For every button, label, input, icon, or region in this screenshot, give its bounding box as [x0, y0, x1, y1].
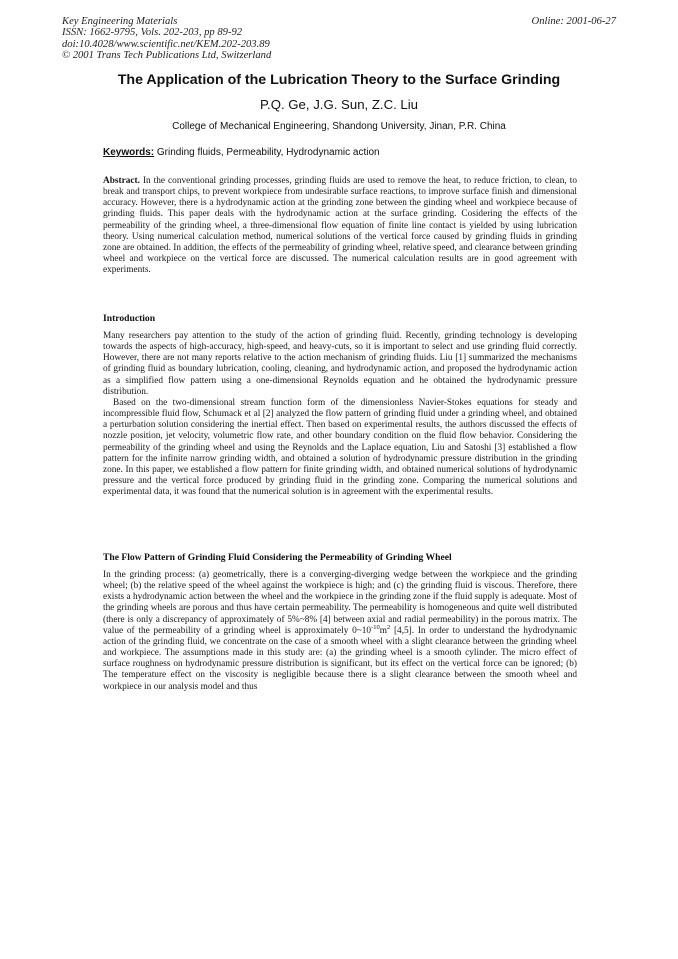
section-flow-pattern-heading: The Flow Pattern of Grinding Fluid Considering the Permeability of Grinding Wheel — [103, 552, 452, 563]
introduction-body — [103, 331, 577, 498]
copyright-line: © 2001 Trans Tech Publications Ltd, Switzerland — [62, 50, 272, 62]
keywords-text: Grinding fluids, Permeability, Hydrodynamic action — [156, 147, 380, 158]
affiliation: College of Mechanical Engineering, Shandong University, Jinan, P.R. China — [172, 121, 506, 132]
flow-pattern-unit: m — [379, 625, 387, 636]
introduction-paragraph-1: Many researchers pay attention to the study of the action of grinding fluid. Recently, grinding technology is developing towards the aspects of high-accuracy, high-speed, and heavy-cuts, so it is important to select and use grinding fluid correctly. However, there are not many reports relative to the action mechanism of grinding fluids. Liu [1] summarized the mechanisms of grinding fluid as boundary lubrication, cooling, cleaning, and hydrodynamic action, and proposed the hydrodynamic action as a simplified flow pattern using a one-dimensional Reynolds equation and he obtained the hydrodynamic pressure distribution. — [103, 331, 577, 397]
doi-line[interactable]: doi:10.4028/www.scientific.net/KEM.202-203.89 — [62, 38, 270, 50]
paper-title: The Application of the Lubrication Theory to the Surface Grinding — [117, 72, 561, 88]
abstract-block — [103, 176, 577, 276]
issn-line: ISSN: 1662-9795, Vols. 202-203, pp 89-92 — [62, 27, 243, 39]
journal-name: Key Engineering Materials — [62, 16, 178, 27]
citation-header — [62, 16, 442, 62]
keywords-line — [103, 147, 583, 159]
introduction-paragraph-2: Based on the two-dimensional stream function form of the dimensionless Navier-Stokes equations for steady and incompressible fluid flow, Schumack et al [2] analyzed the flow pattern of grinding fluid under a grinding wheel, and obtained a perturbation solution considering the inertial effect. Then based on experimental results, the authors discussed the effects of nozzle position, jet velocity, volumetric flow rate, and other boundary condition on the fluid flow behavior. Considering the permeability of the grinding wheel and using the Reynolds and the Laplace equation, Liu and Satoshi [3] established a flow pattern for the infinite narrow grinding width, and obtained a solution of hydrodynamic pressure distribution in the grinding zone. In this paper, we established a flow pattern for finite grinding width, and obtained numerical solutions of hydrodynamic pressure and the vertical force produced by grinding fluid in the grinding zone. Comparing the numerical solutions and experimental data, it was found that the numerical solution is in agreement with the experimental results. — [103, 397, 577, 498]
keywords-label: Keywords: — [103, 147, 155, 158]
flow-pattern-text-a: In the grinding process: (a) geometrically, there is a converging-diverging wedge between the workpiece and the grinding wheel; (b) the relative speed of the wheel against the workpiece is high; and (c) the grinding fluid is viscous. Therefore, there exists a hydrodynamic action between the wheel and the workpiece in the grinding zone if the fluid supply is adequate. Most of the grinding wheels are porous and thus have certain permeability. The permeability is homogeneous and quite well distributed (there is only a discrepancy of approximately of 5%~8% [4] between axial and radial permeability) in the porous matrix. The value of the permeability of a grinding wheel is approximately 0~10 — [103, 570, 578, 636]
introduction-heading: Introduction — [103, 313, 156, 324]
author-list: P.Q. Ge, J.G. Sun, Z.C. Liu — [259, 97, 419, 112]
abstract-text: In the conventional grinding processes, grinding fluids are used to remove the heat, to reduce friction, to clean, to break and transport chips, to prevent workpiece from undesirable surface reactions, to improve surface finish and dimensional accuracy. However, there is a hydrodynamic action at the grinding zone between the ginding wheel and workpiece because of grinding fluids. This paper deals with the hydrodynamic action at the surface grinding. Cosidering the effects of the permeability of the grinding wheel, a three-dimensional flow equation of finite line contact is yielded by using lubrication theory. Using numerical calculation method, numerical solutions of the vertical force caused by grinding fluids in grinding zone are obtained. In addition, the effects of the permeability of grinding wheel, relative speed, and clearance between grinding wheel and workpiece on the vertical force are discussed. The numerical calculation results are in good agreement with experiments. — [103, 176, 577, 276]
section-flow-pattern-body — [103, 570, 577, 693]
exponent-2: 2 — [386, 623, 391, 631]
flow-pattern-text-b: [4,5]. In order to understand the hydrodynamic action of the grinding fluid, we concentrate on the case of a smooth wheel with a slight clearance between the grinding wheel and workpiece. The assumptions made in this study are: (a) the grinding wheel is a smooth cylinder. The micro effect of surface roughness on hydrodynamic pressure distribution is significant, but its effect on the vertical force can be ignored; (b) The temperature effect on the viscosity is negligible because there is a slight clearance between the smooth wheel and workpiece in our analysis model and thus — [103, 625, 577, 692]
online-date: Online: 2001-06-27 — [531, 16, 616, 27]
abstract-label: Abstract. — [103, 176, 140, 186]
exponent-neg10: -10 — [371, 623, 380, 631]
